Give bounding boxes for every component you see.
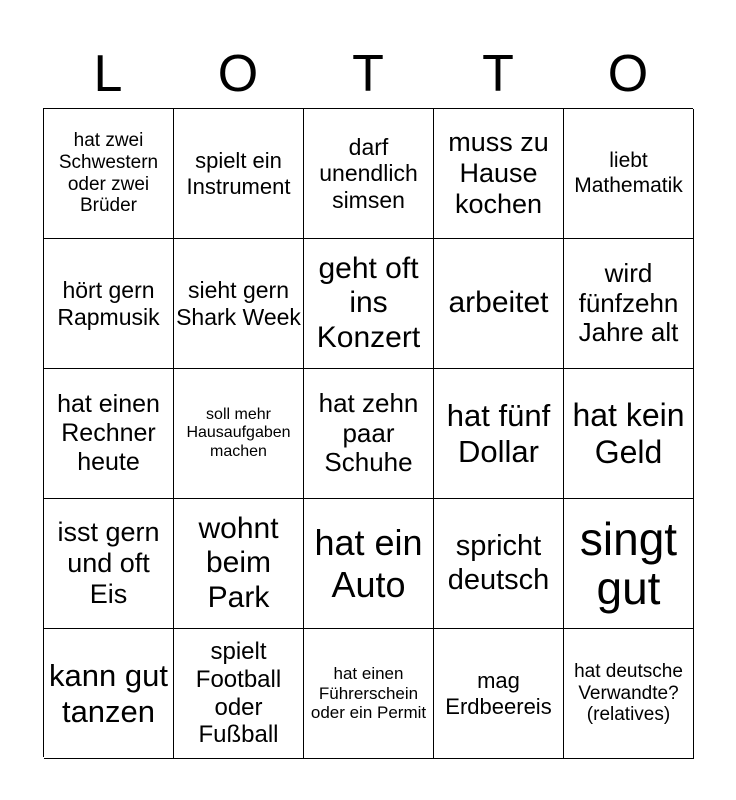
cell-r2c3[interactable] — [304, 239, 434, 369]
cell-text: geht oft ins Konzert — [316, 251, 421, 354]
cell-r5c5[interactable] — [564, 629, 694, 759]
cell-text: hat ein Auto — [314, 522, 423, 605]
title-letter-l: L — [93, 45, 123, 103]
cell-r3c1[interactable] — [44, 369, 174, 499]
cell-text: darf unendlich simsen — [319, 133, 418, 213]
cell-text: hat einen Rechner heute — [57, 390, 160, 476]
cell-text: spielt ein Instrument — [186, 148, 291, 199]
cell-r5c4[interactable] — [434, 629, 564, 759]
cell-text: muss zu Hause kochen — [448, 126, 549, 220]
cell-r3c4[interactable] — [434, 369, 564, 499]
cell-text: spielt Football oder Fußball — [195, 638, 282, 749]
cell-text: kann gut tanzen — [49, 657, 168, 729]
cell-r2c2[interactable] — [174, 239, 304, 369]
title-letter-o2: O — [607, 45, 649, 103]
cell-text: hat deutsche Verwandte? (relatives) — [574, 660, 683, 726]
cell-text: arbeitet — [448, 286, 549, 320]
title-letter-t2: T — [482, 45, 514, 103]
cell-text: hat einen Führerschein oder ein Permit — [310, 664, 427, 723]
title-letter-o: O — [217, 45, 259, 103]
cell-text: soll mehr Hausaufgaben machen — [186, 405, 291, 460]
cell-r1c2[interactable] — [174, 109, 304, 239]
cell-text: hat kein Geld — [572, 396, 685, 470]
cell-text: wohnt beim Park — [198, 511, 279, 614]
cell-r4c1[interactable] — [44, 499, 174, 629]
cell-text: mag Erdbeereis — [445, 668, 552, 719]
title-letter-t1: T — [352, 45, 384, 103]
cell-text: hat fünf Dollar — [446, 397, 551, 469]
cell-text: isst gern und oft Eis — [57, 516, 160, 610]
cell-r1c4[interactable] — [434, 109, 564, 239]
cell-r4c5[interactable] — [564, 499, 694, 629]
cell-r4c3[interactable] — [304, 499, 434, 629]
cell-text: hat zehn paar Schuhe — [318, 387, 419, 478]
cell-r1c5[interactable] — [564, 109, 694, 239]
cell-r3c2[interactable] — [174, 369, 304, 499]
cell-r3c5[interactable] — [564, 369, 694, 499]
cell-text: sieht gern Shark Week — [176, 277, 301, 330]
cell-text: hört gern Rapmusik — [57, 277, 160, 330]
cell-r4c2[interactable] — [174, 499, 304, 629]
bingo-board — [43, 108, 693, 757]
cell-r1c3[interactable] — [304, 109, 434, 239]
cell-r1c1[interactable] — [44, 109, 174, 239]
cell-r3c3[interactable] — [304, 369, 434, 499]
cell-text: hat zwei Schwestern oder zwei Brüder — [58, 129, 159, 217]
cell-r2c1[interactable] — [44, 239, 174, 369]
cell-text: singt gut — [579, 513, 678, 614]
cell-r5c2[interactable] — [174, 629, 304, 759]
cell-r5c3[interactable] — [304, 629, 434, 759]
cell-text: spricht deutsch — [447, 530, 550, 596]
cell-text: wird fünfzehn Jahre alt — [578, 257, 679, 348]
cell-r2c4[interactable] — [434, 239, 564, 369]
cell-r2c5[interactable] — [564, 239, 694, 369]
cell-text: liebt Mathematik — [574, 149, 683, 197]
cell-r4c4[interactable] — [434, 499, 564, 629]
cell-r5c1[interactable] — [44, 629, 174, 759]
lotto-title — [43, 40, 693, 108]
